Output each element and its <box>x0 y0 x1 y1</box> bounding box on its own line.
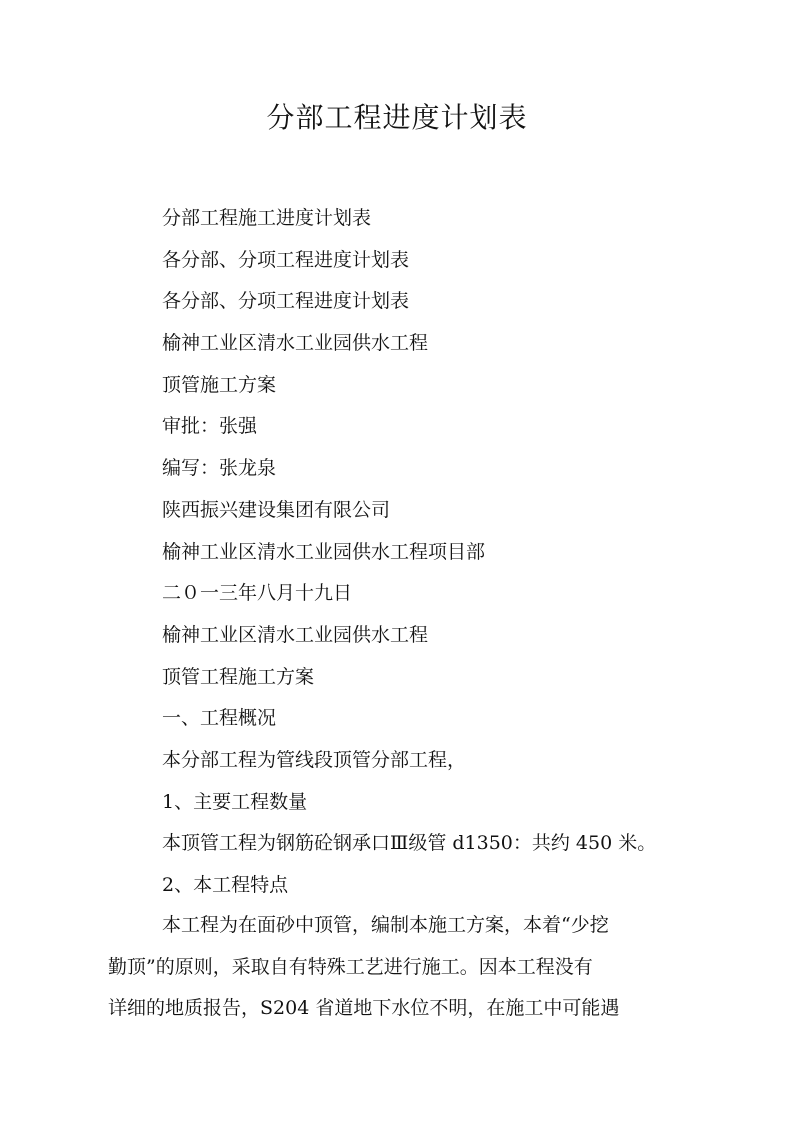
text-line: 二０一三年八月十九日 <box>162 582 353 605</box>
body-paragraph <box>108 905 698 1030</box>
document-title: 分部工程进度计划表 <box>266 101 528 134</box>
text-line: 顶管施工方案 <box>162 373 277 396</box>
text-line: 审批：张强 <box>162 415 258 438</box>
document-body <box>162 198 722 907</box>
text-line: 榆神工业区清水工业园供水工程项目部 <box>162 540 486 563</box>
text-line: 编写：张龙泉 <box>162 457 277 480</box>
text-line: 陕西振兴建设集团有限公司 <box>162 498 391 521</box>
text-line: 榆神工业区清水工业园供水工程 <box>162 332 429 355</box>
text-line: 榆神工业区清水工业园供水工程 <box>162 623 429 646</box>
text-line: 本分部工程为管线段顶管分部工程， <box>162 748 467 771</box>
text-line: 本顶管工程为钢筋砼钢承口Ⅲ级管 d1350：共约 450 米。 <box>162 832 657 855</box>
text-line: 各分部、分项工程进度计划表 <box>162 290 410 313</box>
text-line: 各分部、分项工程进度计划表 <box>162 248 410 271</box>
paragraph-line: 勤顶”的原则，采取自有特殊工艺进行施工。因本工程没有 <box>108 955 593 978</box>
subsection-heading: 1、主要工程数量 <box>162 790 308 813</box>
paragraph-line: 详细的地质报告，S204 省道地下水位不明，在施工中可能遇 <box>108 997 620 1020</box>
paragraph-line: 本工程为在面砂中顶管，编制本施工方案，本着“少挖 <box>162 914 609 936</box>
text-line: 顶管工程施工方案 <box>162 665 315 688</box>
subsection-heading: 2、本工程特点 <box>162 874 289 896</box>
text-line: 分部工程施工进度计划表 <box>162 207 372 229</box>
section-heading: 一、工程概况 <box>162 707 277 730</box>
